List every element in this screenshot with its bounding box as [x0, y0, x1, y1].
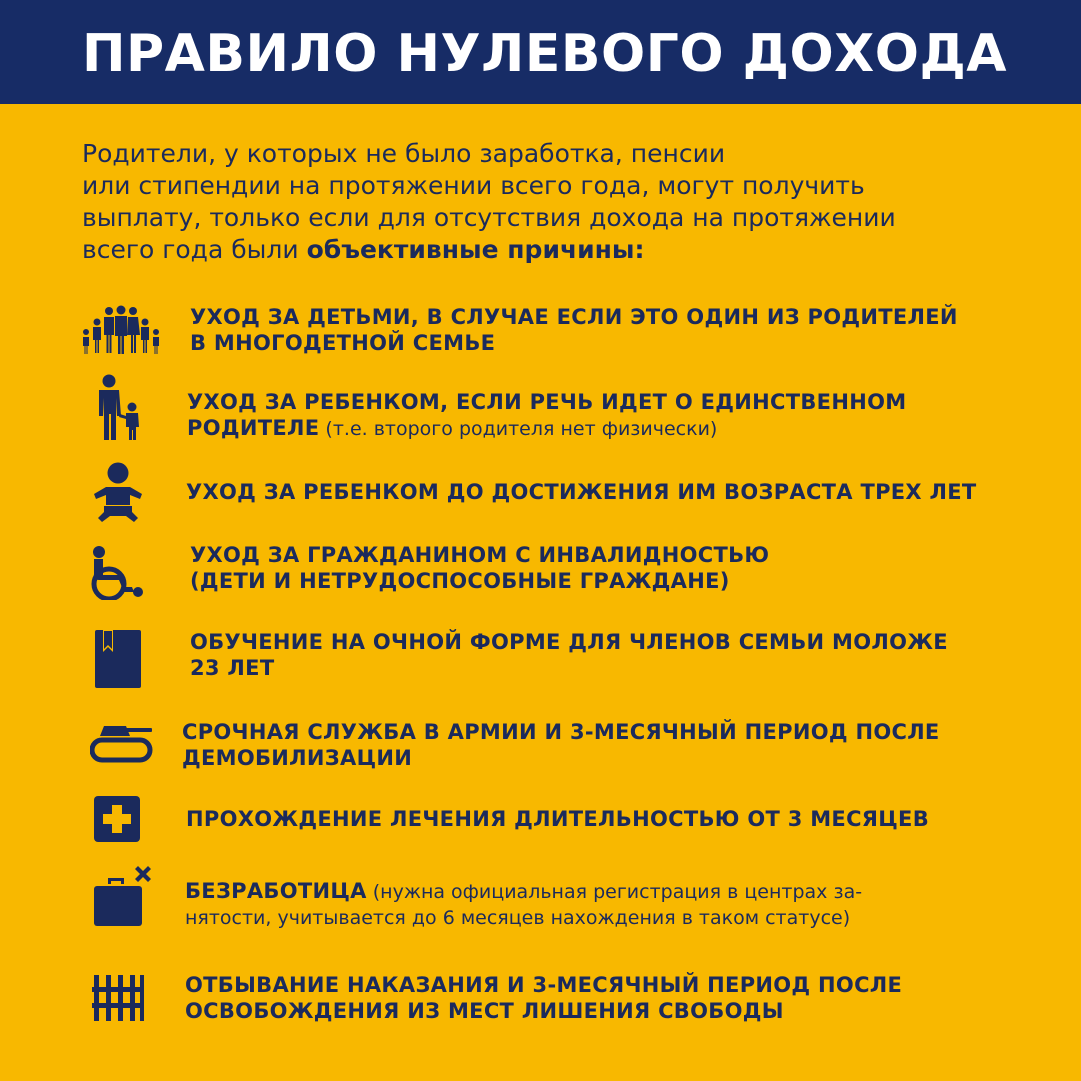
reason-note: нятости, учитывается до 6 месяцев нахождения в таком статусе) — [185, 907, 851, 929]
header-banner — [0, 0, 1081, 104]
reason-line: УХОД ЗА ДЕТЬМИ, В СЛУЧАЕ ЕСЛИ ЭТО ОДИН ИЗ РОДИТЕЛЕЙ — [190, 305, 958, 329]
parent-child-icon — [92, 374, 144, 442]
reason-line: ОТБЫВАНИЕ НАКАЗАНИЯ И 3-МЕСЯЧНЫЙ ПЕРИОД ПОСЛЕ — [185, 973, 903, 997]
reason-text — [185, 878, 862, 931]
reason-line: 23 ЛЕТ — [190, 656, 275, 680]
reason-note: (нужна официальная регистрация в центрах за- — [366, 881, 863, 903]
briefcase-x-icon — [94, 864, 158, 928]
reason-caps: РОДИТЕЛЕ — [187, 416, 320, 440]
reason-line: (ДЕТИ И НЕТРУДОСПОСОБНЫЕ ГРАЖДАНЕ) — [190, 569, 730, 593]
reason-line: ПРОХОЖДЕНИЕ ЛЕЧЕНИЯ ДЛИТЕЛЬНОСТЬЮ ОТ 3 МЕСЯЦЕВ — [186, 807, 929, 831]
reason-line — [185, 878, 862, 905]
page-title: ПРАВИЛО НУЛЕВОГО ДОХОДА — [82, 24, 1008, 84]
reason-line: ОБУЧЕНИЕ НА ОЧНОЙ ФОРМЕ ДЛЯ ЧЛЕНОВ СЕМЬИ МОЛОЖЕ — [190, 630, 948, 654]
reason-line: УХОД ЗА РЕБЕНКОМ ДО ДОСТИЖЕНИЯ ИМ ВОЗРАСТА ТРЕХ ЛЕТ — [186, 480, 977, 504]
prison-bars-icon — [92, 975, 144, 1021]
tank-icon — [90, 722, 154, 764]
medical-cross-icon — [94, 796, 140, 842]
reason-note: (т.е. второго родителя нет физически) — [319, 418, 718, 440]
reason-text — [185, 972, 902, 1024]
reason-line: ОСВОБОЖДЕНИЯ ИЗ МЕСТ ЛИШЕНИЯ СВОБОДЫ — [185, 999, 784, 1023]
intro-line-4-text: всего года были — [82, 235, 307, 264]
reason-text — [190, 304, 958, 356]
reason-text — [182, 719, 940, 771]
intro-line-1: Родители, у которых не было заработка, пенсии — [82, 139, 726, 168]
baby-icon — [92, 462, 144, 524]
reason-line: УХОД ЗА РЕБЕНКОМ, ЕСЛИ РЕЧЬ ИДЕТ О ЕДИНСТВЕННОМ — [187, 390, 907, 414]
intro-emphasis: объективные причины: — [306, 235, 645, 264]
reason-caps: БЕЗРАБОТИЦА — [185, 879, 367, 903]
book-icon — [95, 630, 141, 688]
reason-text — [187, 389, 906, 442]
reason-line: В МНОГОДЕТНОЙ СЕМЬЕ — [190, 331, 496, 355]
intro-line-2: или стипендии на протяжении всего года, могут получить — [82, 171, 865, 200]
intro-line-3: выплату, только если для отсутствия дохода на протяжении — [82, 203, 896, 232]
reason-text — [190, 629, 948, 681]
intro-line-4 — [82, 234, 1022, 266]
reason-line — [187, 415, 906, 442]
reason-text — [186, 806, 929, 832]
reason-text — [190, 542, 769, 594]
wheelchair-icon — [90, 546, 146, 600]
reason-line: УХОД ЗА ГРАЖДАНИНОМ С ИНВАЛИДНОСТЬЮ — [190, 543, 770, 567]
family-icon — [80, 305, 162, 355]
reason-text — [186, 479, 977, 505]
intro-paragraph — [82, 138, 1022, 266]
reason-line: ДЕМОБИЛИЗАЦИИ — [182, 746, 413, 770]
reason-line: СРОЧНАЯ СЛУЖБА В АРМИИ И 3-МЕСЯЧНЫЙ ПЕРИОД ПОСЛЕ — [182, 720, 940, 744]
